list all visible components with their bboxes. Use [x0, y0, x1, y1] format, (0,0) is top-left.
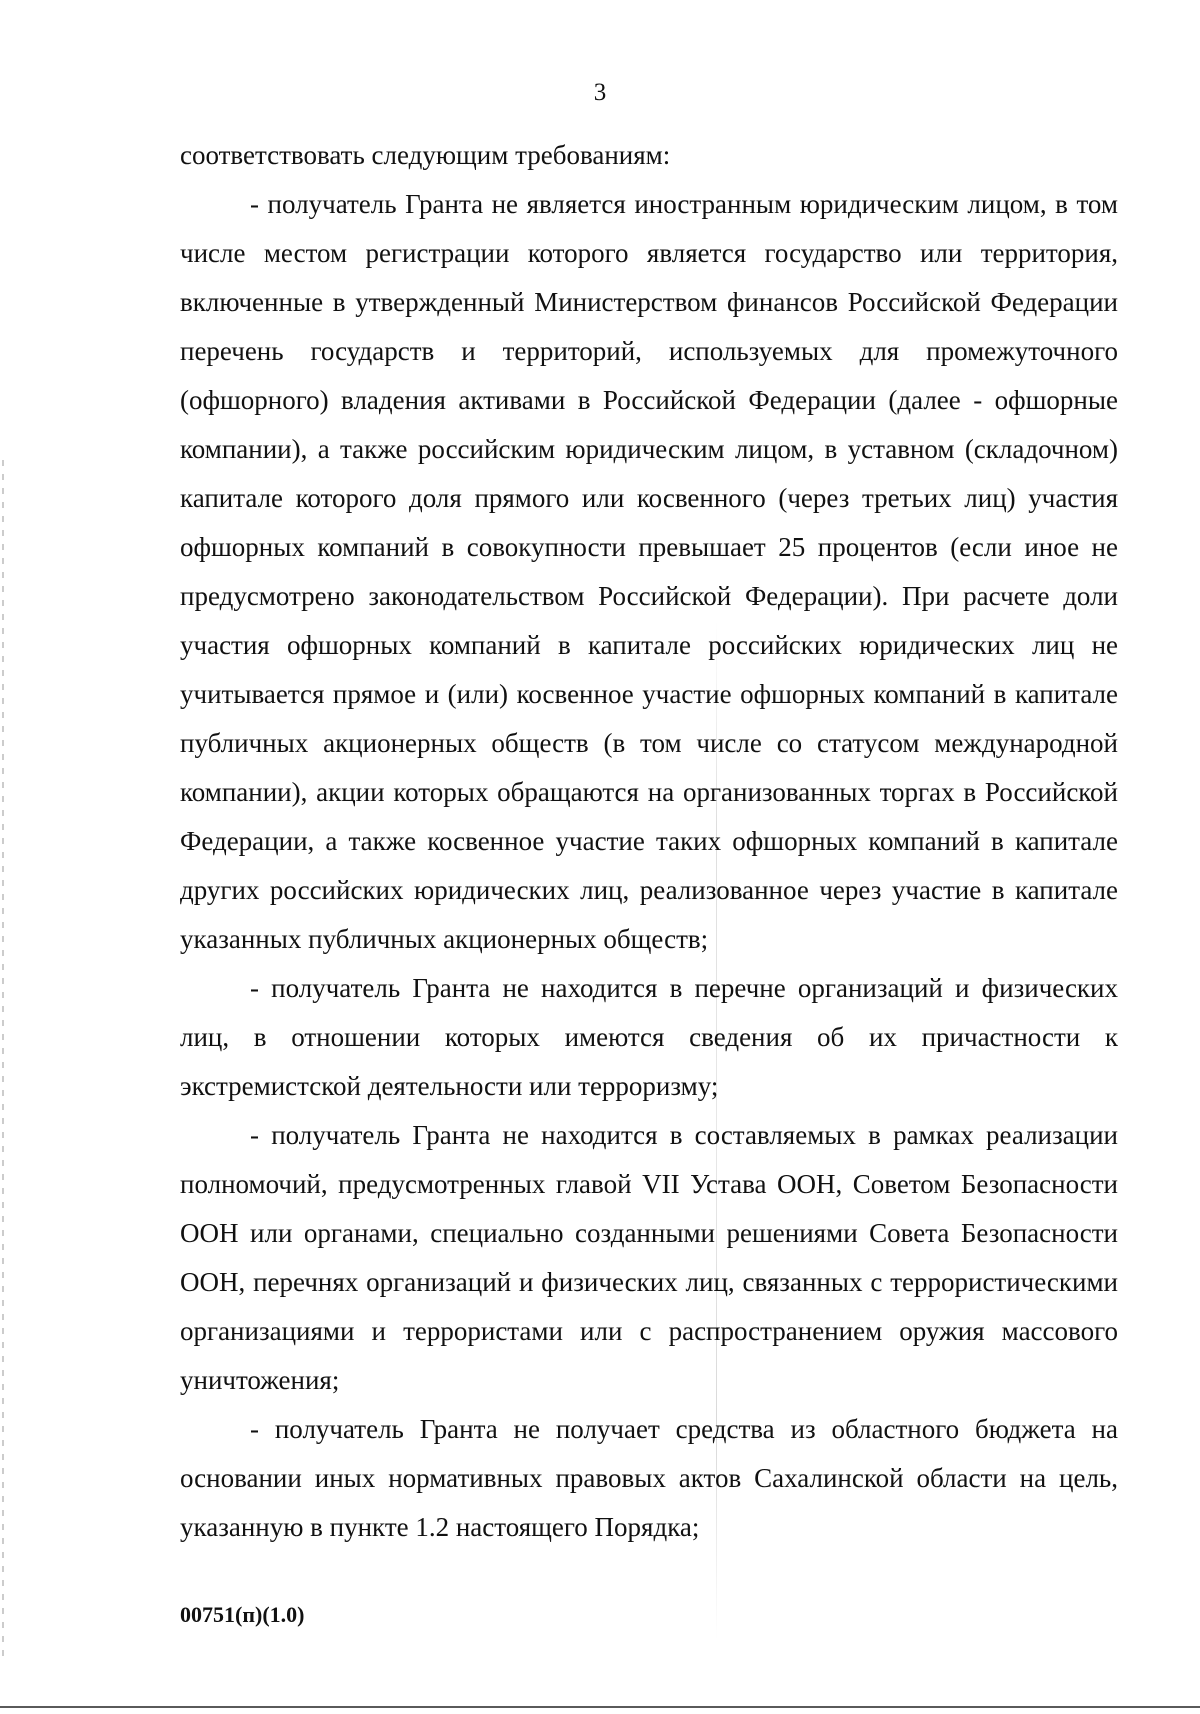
scan-edge-artifact	[2, 460, 4, 1660]
document-code: 00751(п)(1.0)	[180, 1602, 305, 1627]
document-body	[180, 131, 1118, 1552]
paragraph-budget-requirement: - получатель Гранта не получает средства из областного бюджета на основании иных нормативных правовых актов Сахалинской области на цель, указанную в пункте 1.2 настоящего Порядка;	[180, 1414, 1118, 1542]
paragraph-extremism-requirement: - получатель Гранта не находится в перечне организаций и физических лиц, в отношении которых имеются сведения об их причастности к экстремистской деятельности или терроризму;	[180, 973, 1118, 1101]
paragraph-un-sanctions-requirement: - получатель Гранта не находится в составляемых в рамках реализации полномочий, предусмотренных главой VII Устава ООН, Советом Безопасности ООН или органами, специально созданными решениями Совета Безопасности ООН, перечнях организаций и физических лиц, связанных с террористическими организациями и террористами или с распространением оружия массового уничтожения;	[180, 1120, 1118, 1395]
paragraph-intro: соответствовать следующим требованиям:	[180, 140, 671, 170]
scan-bottom-edge	[0, 1706, 1200, 1708]
paragraph-offshore-requirement: - получатель Гранта не является иностранным юридическим лицом, в том числе местом регистрации которого является государство или территория, включенные в утвержденный Министерством финансов Российской Федерации перечень государств и территорий, используемых для промежуточного (офшорного) владения активами в Российской Федерации (далее - офшорные компании), а также российским юридическим лицом, в уставном (складочном) капитале которого доля прямого или косвенного (через третьих лиц) участия офшорных компаний в совокупности превышает 25 процентов (если иное не предусмотрено законодательством Российской Федерации). При расчете доли участия офшорных компаний в капитале российских юридических лиц не учитывается прямое и (или) косвенное участие офшорных компаний в капитале публичных акционерных обществ (в том числе со статусом международной компании), акции которых обращаются на организованных торгах в Российской Федерации, а также косвенное участие таких офшорных компаний в капитале других российских юридических лиц, реализованное через участие в капитале указанных публичных акционерных обществ;	[180, 189, 1118, 954]
page-number: 3	[593, 79, 607, 106]
